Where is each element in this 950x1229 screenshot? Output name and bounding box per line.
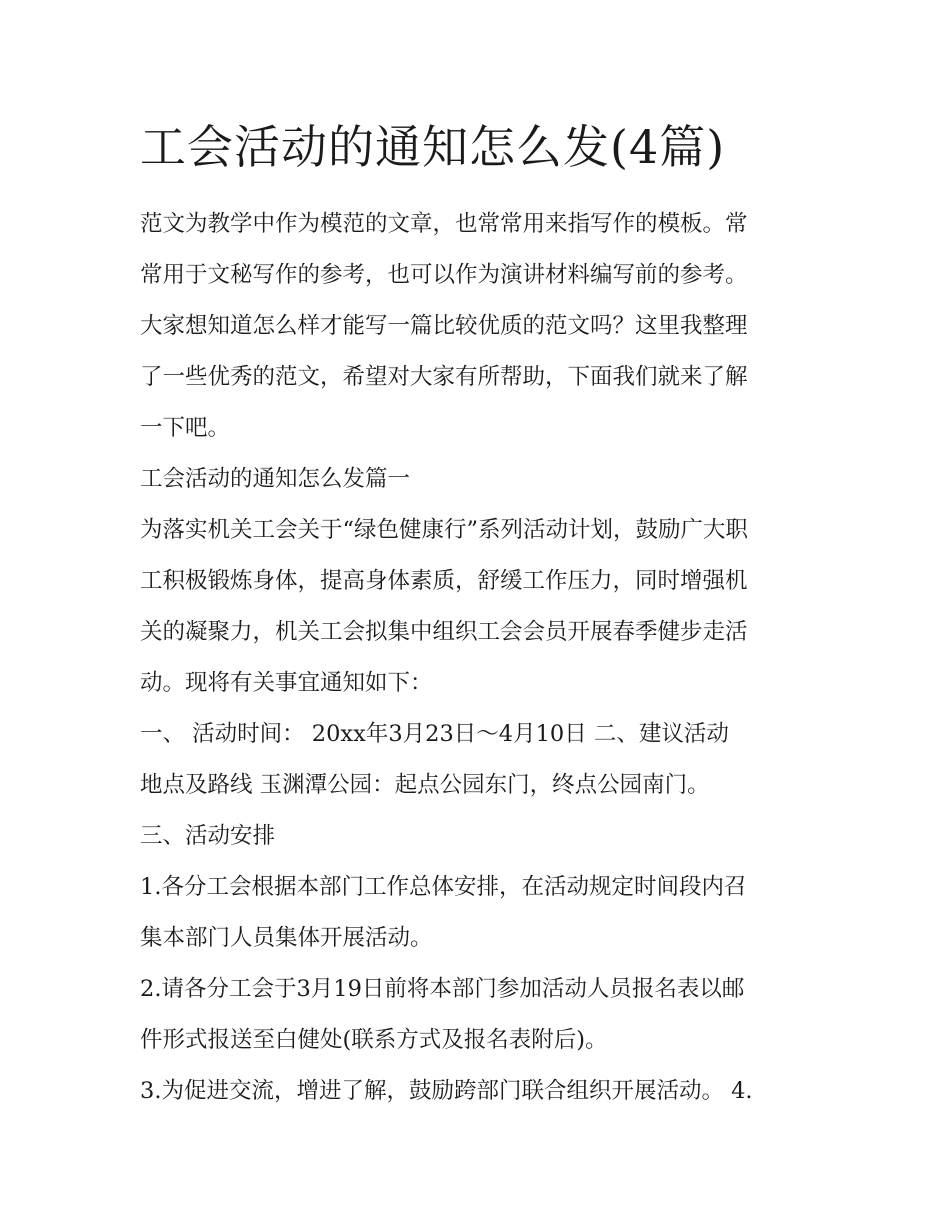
document-body: [140, 199, 820, 1117]
body-line: 1.各分工会根据本部门工作总体安排，在活动规定时间段内召: [140, 874, 747, 900]
section-heading: 工会活动的通知怎么发篇一: [140, 466, 411, 492]
body-line: 三、活动安排: [140, 823, 276, 849]
body-line: 集本部门人员集体开展活动。: [140, 925, 433, 951]
body-line: 关的凝聚力，机关工会拟集中组织工会会员开展春季健步走活: [140, 619, 748, 645]
body-line: 地点及路线 玉渊潭公园：起点公园东门，终点公园南门。: [140, 772, 710, 798]
body-line: 常用于文秘写作的参考，也可以作为演讲材料编写前的参考。: [140, 262, 748, 288]
body-line: 为落实机关工会关于“绿色健康行”系列活动计划，鼓励广大职: [140, 517, 749, 543]
body-line: 范文为教学中作为模范的文章，也常常用来指写作的模板。常: [140, 211, 748, 237]
document-title: 工会活动的通知怎么发(4篇): [140, 120, 726, 174]
body-line: 了一些优秀的范文，希望对大家有所帮助，下面我们就来了解: [140, 364, 748, 390]
body-line: 一、 活动时间： 20xx年3月23日～4月10日 二、建议活动: [140, 721, 729, 747]
body-line: 2.请各分工会于3月19日前将本部门参加活动人员报名表以邮: [140, 976, 745, 1002]
body-line: 工积极锻炼身体，提高身体素质，舒缓工作压力，同时增强机: [140, 568, 748, 594]
body-line: 动。现将有关事宜通知如下：: [140, 670, 433, 696]
body-line: 一下吧。: [140, 415, 231, 441]
body-line: 件形式报送至白健处(联系方式及报名表附后)。: [140, 1027, 608, 1053]
body-line: 大家想知道怎么样才能写一篇比较优质的范文吗？这里我整理: [140, 313, 748, 339]
body-line: 3.为促进交流，增进了解，鼓励跨部门联合组织开展活动。 4.: [140, 1078, 753, 1104]
